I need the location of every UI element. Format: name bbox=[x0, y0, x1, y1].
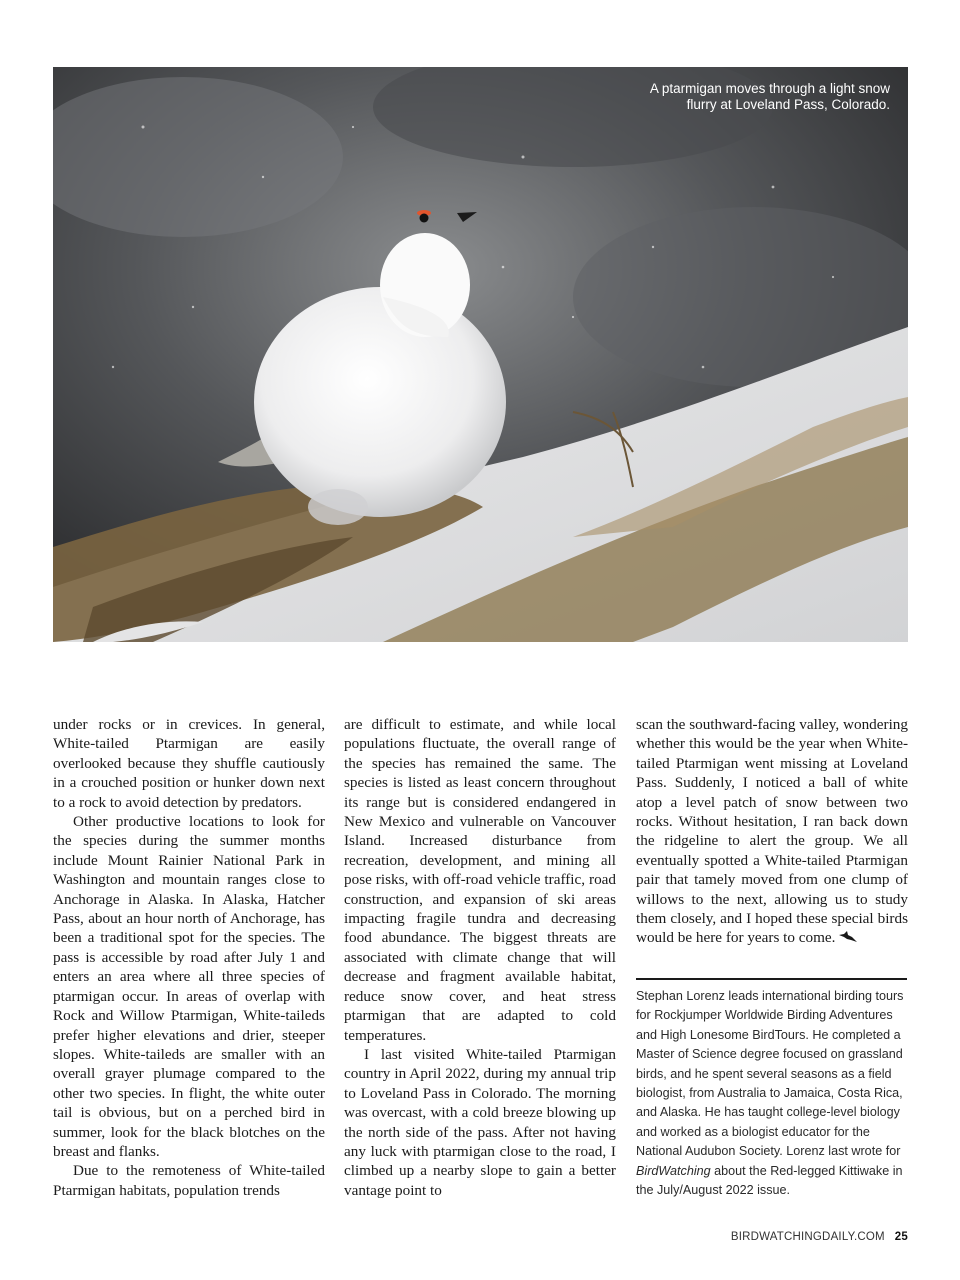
page-number: 25 bbox=[894, 1231, 908, 1243]
author-bio bbox=[636, 987, 908, 1200]
paragraph: under rocks or in crevices. In general, White-tailed Ptarmigan are easily overlooked because they shuffle cautiously in a crouched position or hunker down next to a rock to avoid detection by predators. bbox=[53, 716, 325, 811]
paragraph-text: scan the southward-facing valley, wondering whether this would be the year when White-tailed Ptarmigan went missing at Loveland Pass. Suddenly, I noticed a ball of white atop a level patch of snow between two rocks. Without hesitation, I ran back down the ridgeline to alert the group. We all eventually spotted a White-tailed Ptarmigan pair that tamely moved from one clump of willows to the next, allowing us to study them closely, and I hoped these special birds would be here for years to come. bbox=[636, 716, 908, 947]
paragraph-final bbox=[636, 715, 908, 948]
photo-caption: A ptarmigan moves through a light snow flurry at Loveland Pass, Colorado. bbox=[649, 81, 890, 112]
bio-divider bbox=[636, 978, 907, 980]
text-column-1 bbox=[53, 715, 325, 1200]
hero-photo bbox=[53, 67, 908, 642]
paragraph: Other productive locations to look for the species during the summer months include Mount Rainier National Park in Washington and mountain ranges close to Anchorage in Alaska. In Alaska, Hatcher Pass, about an hour north of Anchorage, has been a traditional spot for the species. The pass is accessible by road after July 1 and enters an area where all three species of ptarmigan occur. In areas of overlap with Rock and Willow Ptarmigan, White-taileds prefer higher elevations and drier, steeper slopes. White-taileds are smaller with an overall grayer plumage compared to the other two species. In flight, the white outer tail is obvious, but on a perched bird in summer, look for the black blotches on the breast and flanks. bbox=[53, 813, 325, 1160]
bird-silhouette-icon bbox=[839, 931, 857, 943]
ptarmigan-photo-illustration bbox=[53, 67, 908, 642]
bio-text-end: about the Red-legged Kittiwake in the July/August 2022 issue. bbox=[636, 1163, 903, 1198]
text-column-2 bbox=[344, 715, 616, 1200]
paragraph: I last visited White-tailed Ptarmigan country in April 2022, during my annual trip to Loveland Pass in Colorado. The morning was overcast, with a cold breeze blowing up the north side of the pass. After not having any luck with ptarmigan close to the road, I climbed up a nearby slope to gain a better vantage point to bbox=[344, 1045, 616, 1199]
page-footer bbox=[731, 1231, 908, 1243]
paragraph: are difficult to estimate, and while local populations fluctuate, the overall range of the species has remained the same. The species is listed as least concern throughout its range but is considered endangered in New Mexico and vulnerable on Vancouver Island. Increased disturbance from recreation, development, and mining all pose risks, with off-road vehicle traffic, road construction, and expansion of ski areas impacting fragile tundra and decreasing food abundance. The biggest threats are associated with climate change that will decrease and fragment available habitat, reduce snow cover, and heat stress ptarmigan that are adapted to cold temperatures. bbox=[344, 716, 616, 1044]
text-column-3 bbox=[636, 715, 908, 948]
paragraph: Due to the remoteness of White-tailed Ptarmigan habitats, population trends bbox=[53, 1162, 325, 1199]
magazine-title: BirdWatching bbox=[636, 1163, 711, 1178]
bio-text: Stephan Lorenz leads international birding tours for Rockjumper Worldwide Birding Adventures and High Lonesome BirdTours. He completed a Master of Science degree focused on grassland birds, and he spent several seasons as a field biologist, from Australia to Jamaica, Costa Rica, and Alaska. He has taught college-level biology and worked as a biologist educator for the National Audubon Society. Lorenz last wrote for bbox=[636, 989, 904, 1159]
site-url: BIRDWATCHINGDAILY.COM bbox=[730, 1231, 885, 1243]
